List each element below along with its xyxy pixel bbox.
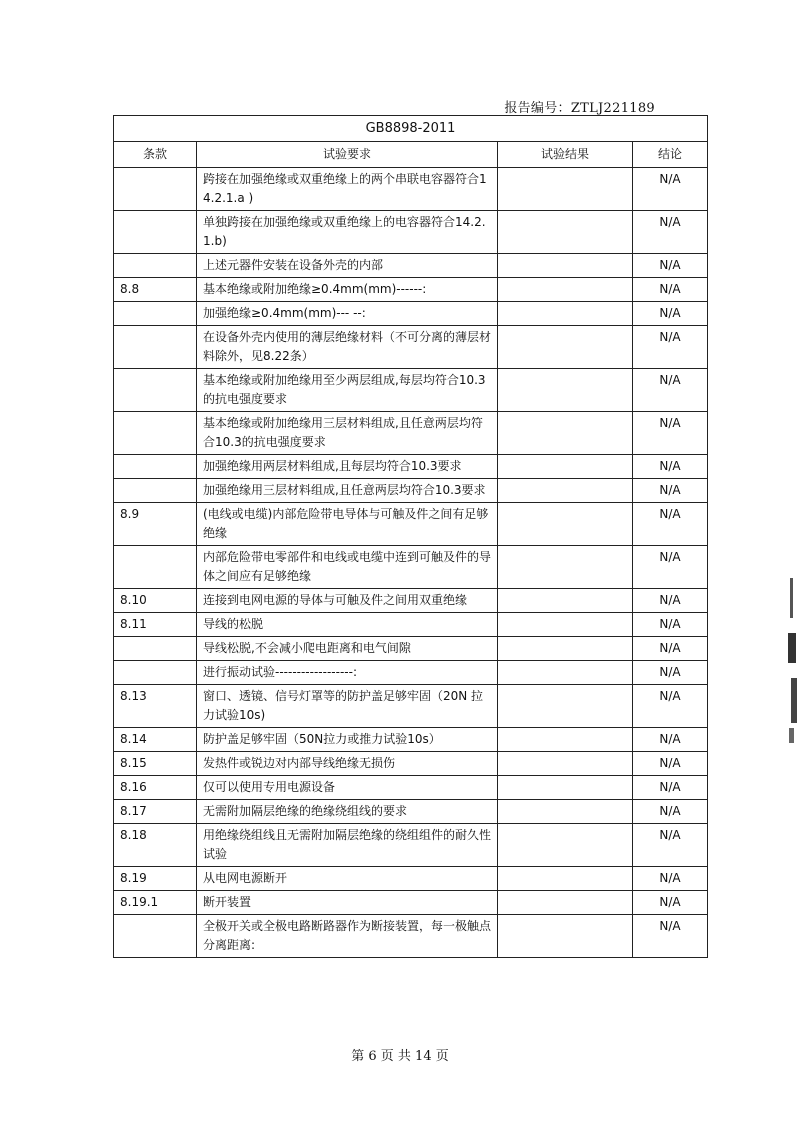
row-clause: 8.13	[114, 685, 197, 728]
row-verdict: N/A	[633, 455, 708, 479]
row-requirement: 基本绝缘或附加绝缘用至少两层组成,每层均符合10.3的抗电强度要求	[197, 369, 498, 412]
row-requirement: 加强绝缘≥0.4mm(mm)--- --:	[197, 302, 498, 326]
row-clause	[114, 455, 197, 479]
row-result	[498, 800, 633, 824]
table-row	[114, 661, 708, 685]
row-verdict: N/A	[633, 613, 708, 637]
table-row	[114, 752, 708, 776]
row-requirement: 基本绝缘或附加绝缘用三层材料组成,且任意两层均符合10.3的抗电强度要求	[197, 412, 498, 455]
row-verdict: N/A	[633, 278, 708, 302]
row-result	[498, 915, 633, 958]
row-clause: 8.8	[114, 278, 197, 302]
table-row	[114, 915, 708, 958]
row-result	[498, 891, 633, 915]
row-requirement: 导线的松脱	[197, 613, 498, 637]
row-requirement: 发热件或锐边对内部导线绝缘无损伤	[197, 752, 498, 776]
row-result	[498, 613, 633, 637]
row-result	[498, 326, 633, 369]
row-requirement: 无需附加隔层绝缘的绝缘绕组线的要求	[197, 800, 498, 824]
standard-title-row	[114, 116, 708, 142]
row-verdict: N/A	[633, 891, 708, 915]
row-result	[498, 254, 633, 278]
table-row	[114, 546, 708, 589]
row-requirement: 进行振动试验------------------:	[197, 661, 498, 685]
row-requirement: 全极开关或全极电路断路器作为断接装置，每一极触点分离距离:	[197, 915, 498, 958]
row-verdict: N/A	[633, 728, 708, 752]
table-body	[114, 168, 708, 958]
row-clause: 8.16	[114, 776, 197, 800]
row-clause	[114, 661, 197, 685]
row-requirement: 单独跨接在加强绝缘或双重绝缘上的电容器符合14.2.1.b)	[197, 211, 498, 254]
row-clause: 8.11	[114, 613, 197, 637]
row-result	[498, 503, 633, 546]
row-result	[498, 302, 633, 326]
row-clause: 8.19.1	[114, 891, 197, 915]
row-requirement: 防护盖足够牢固（50N拉力或推力试验10s）	[197, 728, 498, 752]
row-result	[498, 776, 633, 800]
header-clause: 条款	[114, 142, 197, 168]
report-number: 报告编号：ZTLJ221189	[504, 101, 655, 116]
row-result	[498, 455, 633, 479]
row-result	[498, 728, 633, 752]
row-requirement: 跨接在加强绝缘或双重绝缘上的两个串联电容器符合14.2.1.a )	[197, 168, 498, 211]
table-row	[114, 867, 708, 891]
table-row	[114, 685, 708, 728]
row-verdict: N/A	[633, 776, 708, 800]
table-row	[114, 613, 708, 637]
row-result	[498, 637, 633, 661]
row-clause: 8.18	[114, 824, 197, 867]
row-requirement: 从电网电源断开	[197, 867, 498, 891]
table-row	[114, 455, 708, 479]
row-verdict: N/A	[633, 915, 708, 958]
row-verdict: N/A	[633, 168, 708, 211]
row-clause: 8.15	[114, 752, 197, 776]
row-clause	[114, 326, 197, 369]
table-row	[114, 728, 708, 752]
row-result	[498, 412, 633, 455]
row-requirement: 导线松脱,不会减小爬电距离和电气间隙	[197, 637, 498, 661]
row-result	[498, 479, 633, 503]
row-requirement: 内部危险带电零部件和电线或电缆中连到可触及件的导体之间应有足够绝缘	[197, 546, 498, 589]
table-row	[114, 168, 708, 211]
header-requirement: 试验要求	[197, 142, 498, 168]
row-verdict: N/A	[633, 685, 708, 728]
table-row	[114, 824, 708, 867]
row-requirement: 连接到电网电源的导体与可触及件之间用双重绝缘	[197, 589, 498, 613]
row-verdict: N/A	[633, 326, 708, 369]
row-verdict: N/A	[633, 369, 708, 412]
row-result	[498, 661, 633, 685]
row-result	[498, 211, 633, 254]
row-verdict: N/A	[633, 824, 708, 867]
row-result	[498, 278, 633, 302]
header-verdict: 结论	[633, 142, 708, 168]
row-result	[498, 752, 633, 776]
row-verdict: N/A	[633, 800, 708, 824]
table-row	[114, 503, 708, 546]
table-row	[114, 326, 708, 369]
scan-edge-mark	[786, 578, 800, 748]
row-requirement: 断开装置	[197, 891, 498, 915]
table-row	[114, 278, 708, 302]
row-result	[498, 369, 633, 412]
row-clause	[114, 168, 197, 211]
row-clause: 8.19	[114, 867, 197, 891]
row-verdict: N/A	[633, 479, 708, 503]
table-row	[114, 369, 708, 412]
table-row	[114, 800, 708, 824]
row-result	[498, 824, 633, 867]
row-result	[498, 589, 633, 613]
table-row	[114, 479, 708, 503]
row-verdict: N/A	[633, 211, 708, 254]
row-requirement: 上述元器件安装在设备外壳的内部	[197, 254, 498, 278]
row-verdict: N/A	[633, 661, 708, 685]
table-row	[114, 776, 708, 800]
row-clause: 8.10	[114, 589, 197, 613]
row-clause	[114, 412, 197, 455]
standard-title: GB8898-2011	[114, 116, 708, 142]
table-row	[114, 302, 708, 326]
row-result	[498, 867, 633, 891]
row-requirement: 窗口、透镜、信号灯罩等的防护盖足够牢固（20N 拉力试验10s)	[197, 685, 498, 728]
row-requirement: (电线或电缆)内部危险带电导体与可触及件之间有足够绝缘	[197, 503, 498, 546]
row-clause	[114, 302, 197, 326]
row-verdict: N/A	[633, 254, 708, 278]
table-row	[114, 589, 708, 613]
row-verdict: N/A	[633, 302, 708, 326]
row-requirement: 加强绝缘用两层材料组成,且每层均符合10.3要求	[197, 455, 498, 479]
row-verdict: N/A	[633, 867, 708, 891]
header-result: 试验结果	[498, 142, 633, 168]
row-clause: 8.9	[114, 503, 197, 546]
row-verdict: N/A	[633, 589, 708, 613]
row-clause	[114, 211, 197, 254]
row-result	[498, 685, 633, 728]
table-row	[114, 412, 708, 455]
table-row	[114, 891, 708, 915]
table-row	[114, 254, 708, 278]
row-clause	[114, 369, 197, 412]
row-result	[498, 168, 633, 211]
row-verdict: N/A	[633, 637, 708, 661]
row-clause: 8.17	[114, 800, 197, 824]
row-verdict: N/A	[633, 752, 708, 776]
row-verdict: N/A	[633, 546, 708, 589]
row-result	[498, 546, 633, 589]
table-row	[114, 637, 708, 661]
row-requirement: 仅可以使用专用电源设备	[197, 776, 498, 800]
row-clause	[114, 254, 197, 278]
row-clause	[114, 915, 197, 958]
row-clause: 8.14	[114, 728, 197, 752]
row-requirement: 基本绝缘或附加绝缘≥0.4mm(mm)------:	[197, 278, 498, 302]
row-verdict: N/A	[633, 503, 708, 546]
row-clause	[114, 546, 197, 589]
row-verdict: N/A	[633, 412, 708, 455]
table-row	[114, 211, 708, 254]
row-clause	[114, 637, 197, 661]
row-clause	[114, 479, 197, 503]
row-requirement: 用绝缘绕组线且无需附加隔层绝缘的绕组组件的耐久性试验	[197, 824, 498, 867]
table-header-row	[114, 142, 708, 168]
page-footer: 第 6 页 共 14 页	[351, 1049, 449, 1064]
test-requirements-table	[113, 115, 708, 958]
row-requirement: 加强绝缘用三层材料组成,且任意两层均符合10.3要求	[197, 479, 498, 503]
row-requirement: 在设备外壳内使用的薄层绝缘材料（不可分离的薄层材料除外，见8.22条）	[197, 326, 498, 369]
